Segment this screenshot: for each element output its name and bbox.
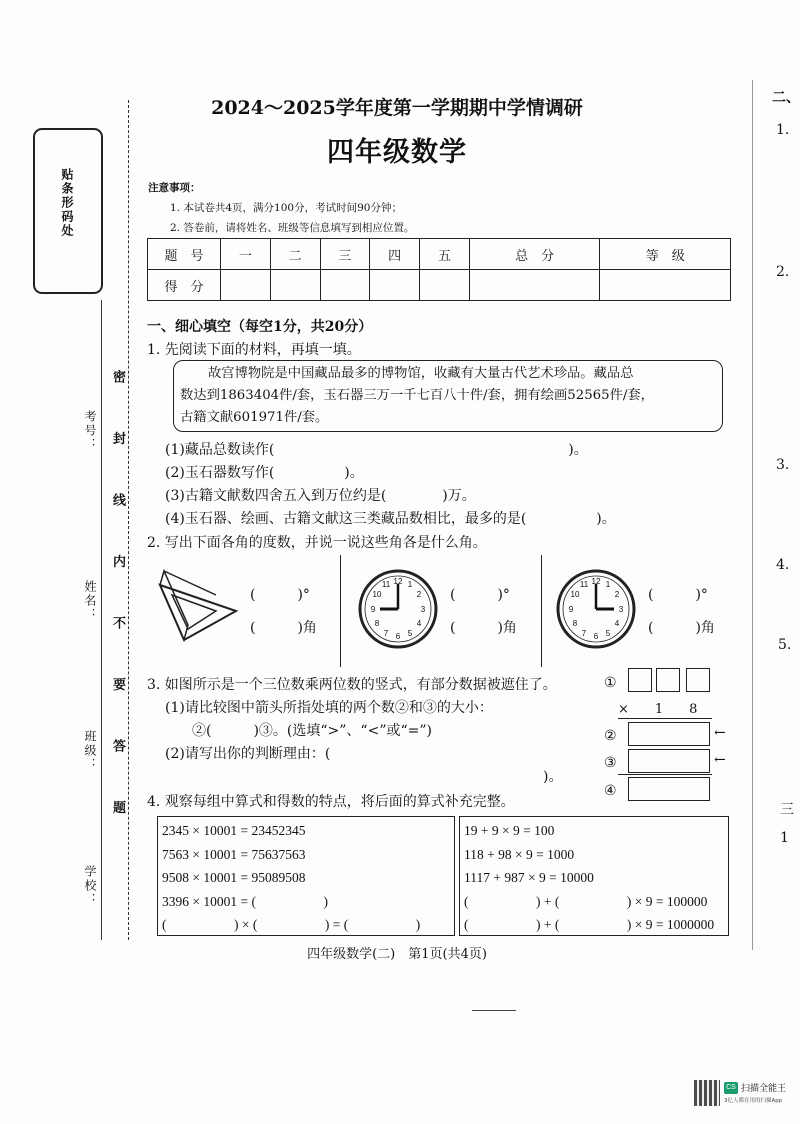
footer-dash [472, 1010, 516, 1011]
svg-text:9: 9 [568, 605, 574, 614]
seal-line-text: 密 封 线 内 不 要 答 题 [110, 370, 125, 836]
cell: 总 分 [469, 239, 600, 270]
svg-text:1: 1 [407, 580, 413, 589]
marker-4: ④ [604, 783, 617, 799]
q2-b-type-blank[interactable]: ( )角 [450, 620, 517, 636]
q2-c-degree-blank[interactable]: ( )° [648, 587, 708, 603]
watermark-sub: 3亿人都在用的扫描App [724, 1098, 783, 1104]
material-line-3: 古籍文献601971件/套。 [180, 410, 329, 425]
next-q3: 3. [776, 457, 790, 473]
score-input-cell[interactable] [420, 270, 470, 301]
notes-item-2: 2. 答卷前，请将姓名、班级等信息填写到相应位置。 [170, 222, 415, 234]
q1-sub3[interactable]: (3)古籍文献数四舍五入到万位约是( )万。 [165, 488, 476, 504]
cell: 得 分 [148, 270, 221, 301]
binding-solid-line [101, 300, 102, 940]
marker-2: ② [604, 728, 617, 744]
notes-item-1: 1. 本试卷共4页，满分100分，考试时间90分钟； [170, 202, 402, 214]
q2-a-degree-blank[interactable]: ( )° [250, 587, 310, 603]
arrow-icon: ← [714, 752, 726, 768]
svg-text:2: 2 [416, 590, 422, 599]
page-divider [752, 80, 753, 950]
calc-line: 2345 × 10001 = 23452345 [162, 823, 306, 838]
material-line-1: 故宫博物院是中国藏品最多的博物馆，收藏有大量古代艺术珍品。藏品总 [208, 366, 634, 381]
svg-text:12: 12 [591, 577, 601, 586]
svg-text:3: 3 [420, 605, 426, 614]
calc-line: 7563 × 10001 = 75637563 [162, 846, 306, 862]
svg-text:12: 12 [393, 577, 403, 586]
cell: 等 级 [600, 239, 731, 270]
calc-line: 19 + 9 × 9 = 100 [464, 823, 555, 838]
calc-line-blank[interactable]: ( ) + ( ) × 9 = 1000000 [464, 917, 715, 932]
multiplier-row: × 1 8 [618, 702, 698, 717]
vertical-rule-2 [618, 774, 712, 775]
binding-dashed-line [128, 100, 129, 940]
score-input-cell[interactable] [600, 270, 731, 301]
cell: 一 [221, 239, 271, 270]
q1-sub1[interactable]: (1)藏品总数读作( )。 [165, 442, 588, 458]
notes [148, 178, 414, 238]
exam-no-label: 考号： [83, 410, 97, 452]
svg-text:6: 6 [593, 632, 599, 641]
hidden-number-box [628, 722, 710, 746]
score-input-cell[interactable] [469, 270, 600, 301]
marker-3: ③ [604, 755, 617, 771]
calc-line: 118 + 98 × 9 = 1000 [464, 846, 575, 862]
q2-b-degree-blank[interactable]: ( )° [450, 587, 510, 603]
svg-text:11: 11 [381, 580, 391, 589]
next-section3-q1: 1 [780, 830, 789, 846]
next-q1: 1. [776, 122, 790, 138]
score-input-cell[interactable] [270, 270, 320, 301]
q1-stem: 1. 先阅读下面的材料，再填一填。 [147, 342, 361, 358]
svg-text:10: 10 [372, 590, 382, 599]
calc-line-blank[interactable]: ( ) × ( ) = ( ) [162, 917, 421, 932]
svg-text:8: 8 [374, 619, 380, 628]
q4-left-box [157, 816, 455, 936]
school-label: 学校： [83, 865, 97, 907]
q3-sub2[interactable]: (2)请写出你的判断理由：( [165, 746, 331, 762]
q1-sub2[interactable]: (2)玉石器数写作( )。 [165, 465, 364, 481]
calc-line-blank[interactable]: ( ) + ( ) × 9 = 100000 [464, 893, 708, 909]
next-section-heading: 二、 [772, 90, 800, 106]
svg-text:11: 11 [579, 580, 589, 589]
calc-line: 1117 + 987 × 9 = 10000 [464, 870, 594, 885]
vertical-rule-1 [618, 718, 712, 719]
svg-text:7: 7 [581, 629, 587, 638]
q4-stem: 4. 观察每组中算式和得数的特点，将后面的算式补充完整。 [147, 794, 515, 810]
next-q5: 5. [778, 637, 792, 653]
q1-sub4[interactable]: (4)玉石器、绘画、古籍文献这三类藏品数相比，最多的是( )。 [165, 511, 616, 527]
clock-icon [555, 568, 637, 650]
q3-sub2-end: )。 [543, 769, 563, 785]
svg-text:5: 5 [605, 629, 611, 638]
hidden-digit-box [656, 668, 680, 692]
svg-text:7: 7 [383, 629, 389, 638]
svg-text:4: 4 [614, 619, 620, 628]
q2-divider-1 [340, 555, 341, 667]
score-table-row-header [148, 239, 731, 270]
cs-badge-icon: CS [724, 1082, 738, 1094]
score-table [147, 238, 731, 301]
hidden-digit-box [686, 668, 710, 692]
calc-line-blank[interactable]: 3396 × 10001 = ( ) [162, 893, 328, 909]
marker-1: ① [604, 675, 617, 691]
clock-icon [357, 568, 439, 650]
cell: 二 [270, 239, 320, 270]
svg-text:10: 10 [570, 590, 580, 599]
cell: 五 [420, 239, 470, 270]
svg-text:6: 6 [395, 632, 401, 641]
q2-stem: 2. 写出下面各角的度数，并说一说这些角各是什么角。 [147, 535, 487, 551]
next-q2: 2. [776, 264, 790, 280]
q3-sub1-blank[interactable]: ②( )③。(选填“>”、“<”或“=”) [192, 723, 432, 739]
page-footer: 四年级数学(二) 第1页(共4页) [307, 947, 487, 962]
score-input-cell[interactable] [320, 270, 370, 301]
class-label: 班级： [83, 730, 97, 772]
next-q4: 4. [776, 557, 790, 573]
material-line-2: 数达到1863404件/套，玉石器三万一千七百八十件/套，拥有绘画52565件/套， [180, 388, 654, 403]
barcode-label: 贴条形码处 [60, 168, 74, 238]
cell: 题 号 [148, 239, 221, 270]
arrow-icon: ← [714, 725, 726, 741]
q3-stem: 3. 如图所示是一个三位数乘两位数的竖式，有部分数据被遮住了。 [147, 677, 557, 693]
watermark-app: 扫描全能王 [741, 1084, 787, 1094]
svg-text:4: 4 [416, 619, 422, 628]
triangle-ruler-figure [156, 565, 246, 645]
score-input-cell[interactable] [370, 270, 420, 301]
exam-title: 2024～2025学年度第一学期期中学情调研 [211, 97, 583, 119]
svg-text:2: 2 [614, 590, 620, 599]
svg-text:1: 1 [605, 580, 611, 589]
q4-right-box [459, 816, 729, 936]
hidden-number-box [628, 749, 710, 773]
name-label: 姓名： [83, 580, 97, 622]
q1-material-box [173, 360, 723, 432]
q2-c-type-blank[interactable]: ( )角 [648, 620, 715, 636]
score-input-cell[interactable] [221, 270, 271, 301]
next-section3: 三 [780, 802, 794, 818]
cell: 三 [320, 239, 370, 270]
hidden-digit-box [628, 668, 652, 692]
qr-code-icon [694, 1080, 720, 1106]
section1-heading: 一、细心填空（每空1分，共20分） [147, 319, 373, 335]
scanner-watermark [694, 1080, 790, 1110]
score-table-row-score [148, 270, 731, 301]
svg-text:8: 8 [572, 619, 578, 628]
subject-title: 四年级数学 [327, 137, 467, 168]
svg-text:3: 3 [618, 605, 624, 614]
svg-text:9: 9 [370, 605, 376, 614]
notes-heading: 注意事项： [148, 182, 201, 194]
q2-divider-2 [541, 555, 542, 667]
cell: 四 [370, 239, 420, 270]
q3-sub1: (1)请比较图中箭头所指处填的两个数②和③的大小： [165, 700, 493, 716]
q2-a-type-blank[interactable]: ( )角 [250, 620, 317, 636]
svg-text:5: 5 [407, 629, 413, 638]
hidden-number-box [628, 777, 710, 801]
calc-line: 9508 × 10001 = 95089508 [162, 870, 306, 885]
